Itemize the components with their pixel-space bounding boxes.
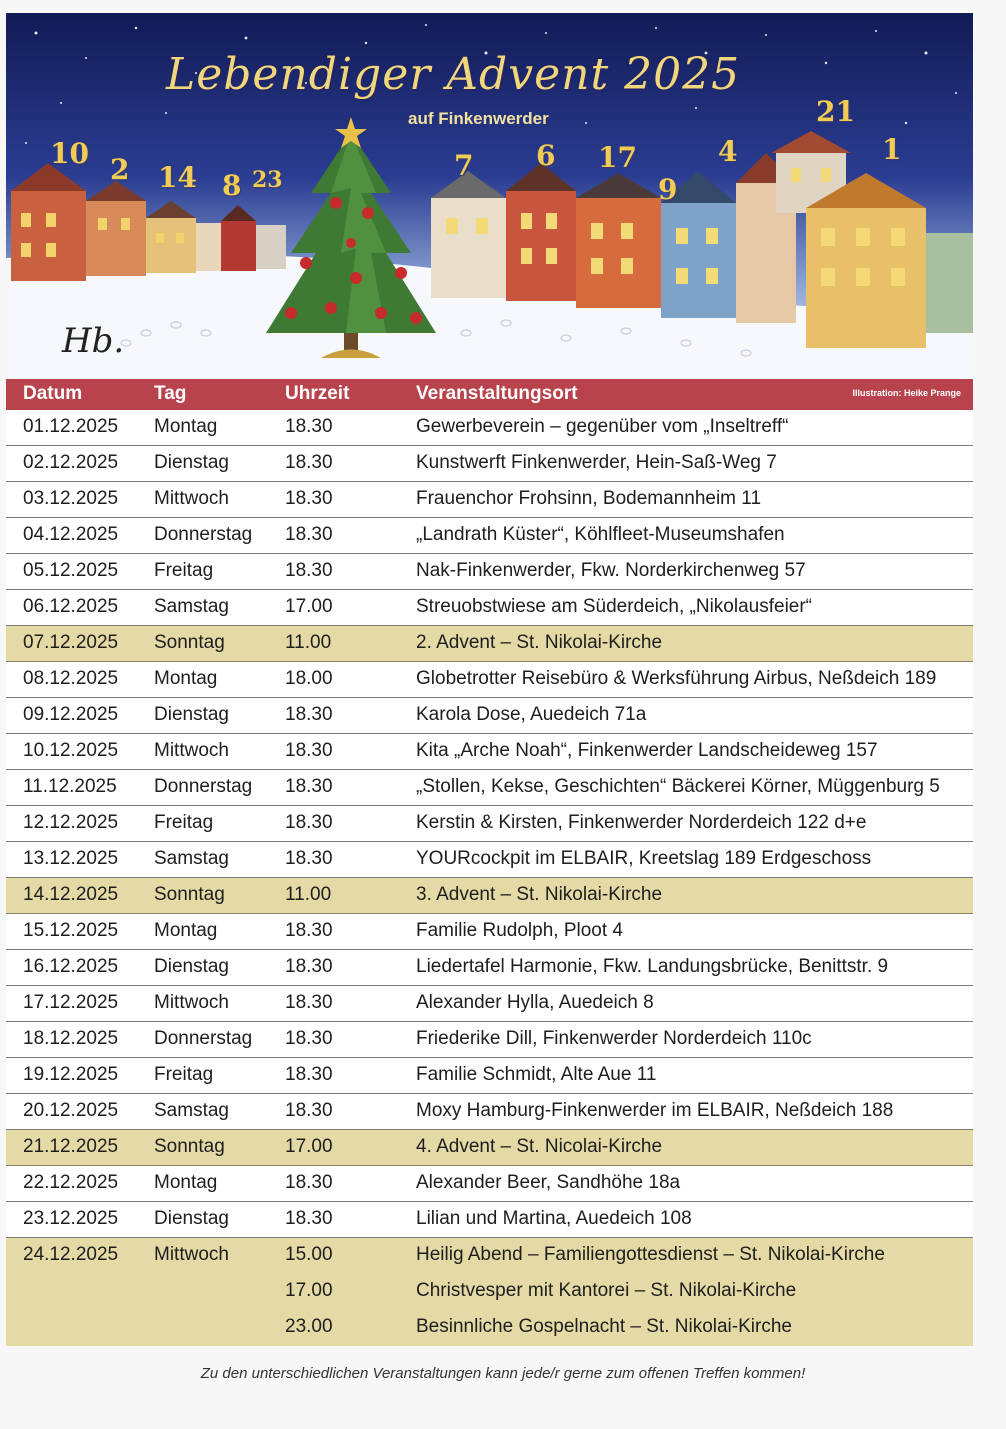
cell-date: 09.12.2025 [23,704,119,725]
table-row [6,410,973,446]
cell-place: Alexander Hylla, Auedeich 8 [416,992,654,1013]
cell-date: 06.12.2025 [23,596,119,617]
door-number: 6 [536,139,556,172]
cell-time: 17.00 [285,1136,333,1157]
cell-day: Dienstag [154,704,229,725]
door-number: 2 [110,153,130,186]
cell-date: 04.12.2025 [23,524,119,545]
cell-date: 07.12.2025 [23,632,119,653]
cell-date: 10.12.2025 [23,740,119,761]
cell-day: Donnerstag [154,776,253,797]
cell-place: Familie Rudolph, Ploot 4 [416,920,623,941]
cell-day: Mittwoch [154,740,229,761]
table-row [6,1094,973,1130]
cell-time: 23.00 [285,1316,333,1337]
table-row [6,806,973,842]
poster [6,13,973,1337]
table-row [6,1166,973,1202]
cell-place: Friederike Dill, Finkenwerder Norderdeich 110c [416,1028,812,1049]
cell-day: Freitag [154,812,214,833]
cell-date: 11.12.2025 [23,776,117,797]
table-row [6,662,973,698]
cell-day: Sonntag [154,632,225,653]
cell-day: Samstag [154,848,229,869]
cell-day: Sonntag [154,884,225,905]
cell-place: Liedertafel Harmonie, Fkw. Landungsbrücke, Benittstr. 9 [416,956,889,977]
cell-time: 18.30 [285,848,333,869]
cell-day: Montag [154,1172,218,1193]
cell-place: Heilig Abend – Familiengottesdienst – St. Nikolai-Kirche [416,1244,885,1265]
schedule-table [6,410,973,1346]
cell-date: 17.12.2025 [23,992,119,1013]
cell-time: 15.00 [285,1244,333,1265]
table-row [6,554,973,590]
header-day: Tag [154,383,187,404]
cell-date: 03.12.2025 [23,488,119,509]
table-row [6,1238,973,1346]
table-row [6,1022,973,1058]
cell-date: 21.12.2025 [23,1136,119,1157]
cell-time: 18.30 [285,812,333,833]
cell-date: 23.12.2025 [23,1208,119,1229]
poster-subtitle: auf Finkenwerder [408,109,549,128]
poster-title: Lebendiger Advent 2025 [166,49,741,100]
cell-time: 18.30 [285,992,333,1013]
cell-time: 18.30 [285,560,333,581]
cell-day: Dienstag [154,452,229,473]
cell-place: „Stollen, Kekse, Geschichten“ Bäckerei Körner, Müggenburg 5 [416,776,940,797]
header-date: Datum [23,383,83,404]
cell-day: Montag [154,416,218,437]
cell-place: Moxy Hamburg-Finkenwerder im ELBAIR, Neßdeich 188 [416,1100,894,1121]
cell-time: 18.30 [285,1100,333,1121]
cell-time: 18.00 [285,668,333,689]
illustration-credit: Illustration: Heike Prange [852,388,961,398]
cell-place: 3. Advent – St. Nikolai-Kirche [416,884,663,905]
table-row [6,734,973,770]
artist-signature: Hb. [62,321,125,361]
cell-day: Montag [154,920,218,941]
door-number: 23 [252,167,283,193]
table-row [6,446,973,482]
table-row [6,626,973,662]
cell-place: Gewerbeverein – gegenüber vom „Inseltreff“ [416,416,789,437]
cell-place: „Landrath Küster“, Köhlfleet-Museumshafen [416,524,785,545]
event-slot [6,1238,973,1274]
footer-note: Zu den unterschiedlichen Veranstaltungen kann jede/r gerne zum offenen Treffen kommen! [200,1365,806,1382]
header-time: Uhrzeit [285,383,350,404]
cell-time: 18.30 [285,1172,333,1193]
cell-place: Familie Schmidt, Alte Aue 11 [416,1064,657,1085]
cell-day: Montag [154,668,218,689]
table-row [6,950,973,986]
cell-place: Nak-Finkenwerder, Fkw. Norderkirchenweg 57 [416,560,806,581]
cell-place: Christvesper mit Kantorei – St. Nikolai-Kirche [416,1280,797,1301]
cell-date: 14.12.2025 [23,884,119,905]
cell-date: 08.12.2025 [23,668,119,689]
table-row [6,1058,973,1094]
event-slot [6,1274,973,1310]
cell-place: Besinnliche Gospelnacht – St. Nikolai-Kirche [416,1316,792,1337]
cell-date: 22.12.2025 [23,1172,119,1193]
cell-time: 17.00 [285,1280,333,1301]
cell-day: Mittwoch [154,1244,229,1265]
cell-day: Dienstag [154,956,229,977]
cell-time: 18.30 [285,524,333,545]
cell-time: 18.30 [285,704,333,725]
cell-day: Donnerstag [154,524,253,545]
cell-place: Kunstwerft Finkenwerder, Hein-Saß-Weg 7 [416,452,777,473]
header-place: Veranstaltungsort [416,383,578,404]
cell-time: 17.00 [285,596,333,617]
cell-day: Mittwoch [154,992,229,1013]
table-row [6,1130,973,1166]
cell-place: Frauenchor Frohsinn, Bodemannheim 11 [416,488,762,509]
door-number: 9 [658,173,678,206]
cell-date: 15.12.2025 [23,920,119,941]
cell-place: Kerstin & Kirsten, Finkenwerder Norderdeich 122 d+e [416,812,867,833]
cell-time: 18.30 [285,488,333,509]
table-row [6,590,973,626]
table-row [6,698,973,734]
cell-place: Streuobstwiese am Süderdeich, „Nikolausfeier“ [416,596,813,617]
cell-place: Kita „Arche Noah“, Finkenwerder Landscheideweg 157 [416,740,878,761]
cell-day: Samstag [154,596,229,617]
cell-day: Donnerstag [154,1028,253,1049]
cell-place: Karola Dose, Auedeich 71a [416,704,647,725]
cell-time: 18.30 [285,416,333,437]
cell-place: Lilian und Martina, Auedeich 108 [416,1208,692,1229]
cell-date: 24.12.2025 [23,1244,119,1265]
cell-day: Freitag [154,1064,214,1085]
table-row [6,914,973,950]
door-number: 21 [816,95,855,128]
cell-place: 2. Advent – St. Nikolai-Kirche [416,632,663,653]
cell-day: Sonntag [154,1136,225,1157]
table-row [6,878,973,914]
table-row [6,482,973,518]
cell-place: Alexander Beer, Sandhöhe 18a [416,1172,681,1193]
cell-time: 18.30 [285,920,333,941]
cell-time: 18.30 [285,956,333,977]
door-number: 14 [158,161,197,194]
cell-time: 18.30 [285,1028,333,1049]
cell-time: 11.00 [285,884,332,905]
cell-time: 11.00 [285,632,332,653]
cell-date: 01.12.2025 [23,416,119,437]
table-row [6,842,973,878]
cell-date: 20.12.2025 [23,1100,119,1121]
cell-day: Mittwoch [154,488,229,509]
cell-date: 13.12.2025 [23,848,119,869]
event-slot [6,1310,973,1346]
cell-place: 4. Advent – St. Nicolai-Kirche [416,1136,663,1157]
door-number: 8 [222,169,242,202]
table-row [6,986,973,1022]
cell-date: 12.12.2025 [23,812,119,833]
door-number: 1 [882,133,902,166]
cell-date: 18.12.2025 [23,1028,119,1049]
cell-place: YOURcockpit im ELBAIR, Kreetslag 189 Erdgeschoss [416,848,872,869]
cell-day: Dienstag [154,1208,229,1229]
door-number: 7 [454,149,474,182]
cell-date: 19.12.2025 [23,1064,119,1085]
cell-place: Globetrotter Reisebüro & Werksführung Airbus, Neßdeich 189 [416,668,937,689]
cell-time: 18.30 [285,1208,333,1229]
cell-date: 05.12.2025 [23,560,119,581]
cell-date: 16.12.2025 [23,956,119,977]
table-header [6,379,973,410]
cell-day: Samstag [154,1100,229,1121]
cell-day: Freitag [154,560,214,581]
table-row [6,770,973,806]
cell-time: 18.30 [285,1064,333,1085]
door-number: 10 [50,137,89,170]
illustration-banner [6,13,973,379]
table-row [6,518,973,554]
cell-date: 02.12.2025 [23,452,119,473]
door-number: 4 [718,135,738,168]
cell-time: 18.30 [285,776,333,797]
cell-time: 18.30 [285,452,333,473]
door-number: 17 [598,141,637,174]
cell-time: 18.30 [285,740,333,761]
table-row [6,1202,973,1238]
